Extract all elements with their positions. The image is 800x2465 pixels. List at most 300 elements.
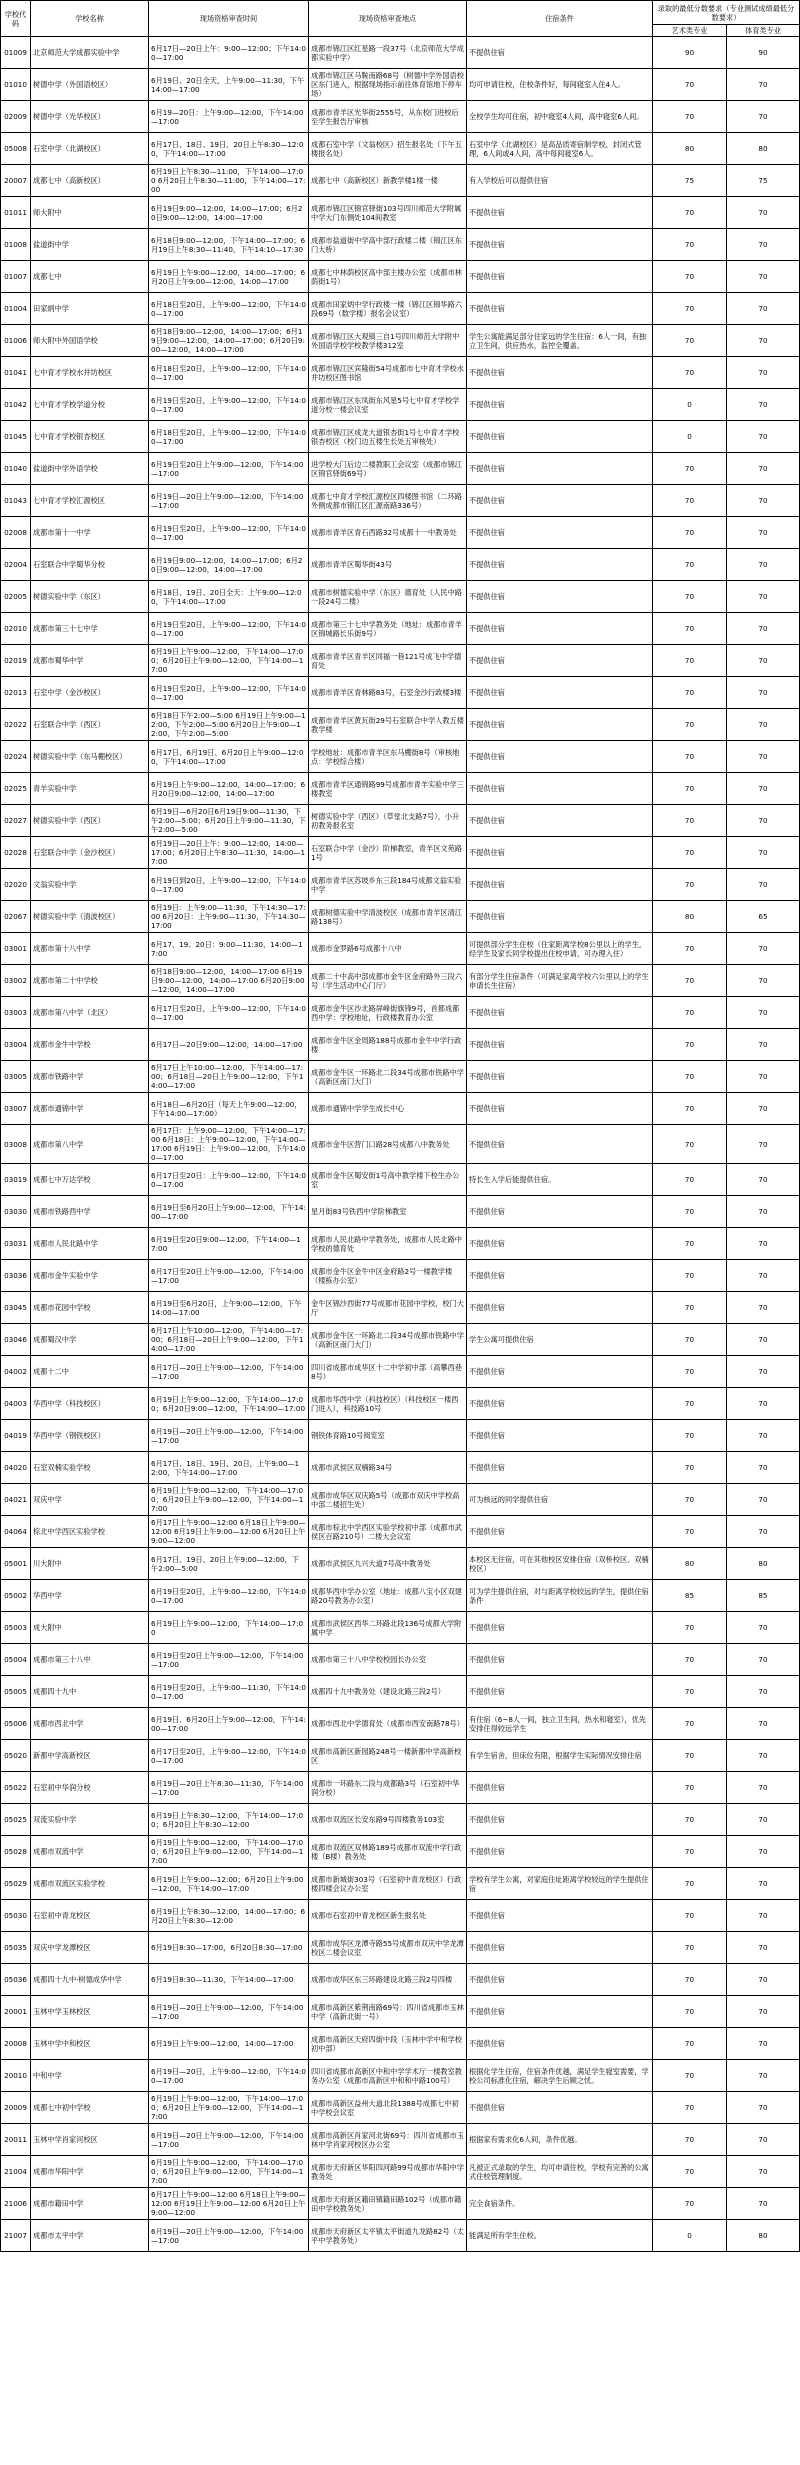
review-place: 成都市青羊区青石西路32号成都十一中教务处	[309, 517, 467, 549]
review-place: 成都市西北中学德育处（成都市西安南路78号）	[309, 1708, 467, 1740]
table-row	[1, 1164, 800, 1196]
school-code: 04020	[1, 1452, 31, 1484]
review-place: 成都市青羊区苏坡乡东三段184号成都文翁实验中学	[309, 869, 467, 901]
sports-score: 70	[727, 1964, 800, 1996]
table-row	[1, 709, 800, 741]
table-row	[1, 1612, 800, 1644]
school-name: 石室联合中学蜀华分校	[31, 549, 149, 581]
school-code: 20008	[1, 2028, 31, 2060]
school-name: 双庆中学	[31, 1484, 149, 1516]
school-name: 成都市花园中学校	[31, 1292, 149, 1324]
art-score: 80	[653, 901, 727, 933]
review-time: 6月19日至6月20日上午9:00—12:00，下午14:00—17:00	[149, 1196, 309, 1228]
review-time: 6月18日下午2:00—5:00 6月19日上午9:00—12:00，下午2:00—5:00 6月20日上午9:00—12:00，下午2:00—5:00	[149, 709, 309, 741]
table-row	[1, 1061, 800, 1093]
art-score: 70	[653, 1388, 727, 1420]
art-score: 70	[653, 869, 727, 901]
review-place: 成都市青羊区通锦路99号成都市青羊实验中学三楼教室	[309, 773, 467, 805]
review-time: 6月19日、20日全天，上午9:00—11:30，下午14:00—17:00	[149, 69, 309, 101]
school-code: 20010	[1, 2060, 31, 2092]
accommodation: 学生公寓能满足部分住家远的学生住宿：6人一间，有独立卫生间，供应热水，监控全覆盖。	[467, 325, 653, 357]
art-score: 70	[653, 1125, 727, 1164]
table-row	[1, 485, 800, 517]
school-name: 成都市第二十中学校	[31, 965, 149, 997]
school-name: 华西中学（钢铁校区）	[31, 1420, 149, 1452]
school-code: 01010	[1, 69, 31, 101]
review-place: 成都市青羊区青羊区同福一巷121号成飞中学德育处	[309, 645, 467, 677]
sports-score: 70	[727, 1420, 800, 1452]
header-review-time: 现场资格审查时间	[149, 1, 309, 37]
school-name: 田家炳中学	[31, 293, 149, 325]
school-name: 成都七中（高新校区）	[31, 165, 149, 197]
accommodation: 根据化学生住宿，住宿条件优越，满足学生寝室需要，学校公司标准化住宿，解决学生后顾之忧。	[467, 2060, 653, 2092]
school-code: 05029	[1, 1868, 31, 1900]
accommodation: 不提供住宿	[467, 293, 653, 325]
review-place: 成都市锦江区锦官驿街103号四川师范大学附属中学大门东侧处104间教室	[309, 197, 467, 229]
review-place: 成都市盐道街中学高中部行政楼二楼（锦江区东门大桥）	[309, 229, 467, 261]
table-row	[1, 261, 800, 293]
school-code: 01007	[1, 261, 31, 293]
review-place: 成都市新城街303号（石室初中青龙校区）行政楼四楼会议办公室	[309, 1868, 467, 1900]
sports-score: 70	[727, 261, 800, 293]
school-name: 七中育才学校汇源校区	[31, 485, 149, 517]
review-time: 6月19日—20日上午9:00—12:00，下午14:00—17:00	[149, 2220, 309, 2252]
sports-score: 70	[727, 1164, 800, 1196]
review-time: 6月19日9:00—12:00，14:00—17:00；6月20日9:00—12:00，14:00—17:00	[149, 549, 309, 581]
table-row	[1, 1388, 800, 1420]
school-name: 盐道街中学外语学校	[31, 453, 149, 485]
review-time: 6月19日—6月20日6月19日9:00—11:30，下午2:00—5:00；6月20日上午9:00—11:30，下午2:00—5:00	[149, 805, 309, 837]
school-code: 01004	[1, 293, 31, 325]
sports-score: 70	[727, 1644, 800, 1676]
review-place: 成都市高新区天府四街中段（玉林中学中和学校初中部）	[309, 2028, 467, 2060]
sports-score: 70	[727, 1740, 800, 1772]
sports-score: 70	[727, 1900, 800, 1932]
accommodation: 可为学生提供住宿，对与距离学校较远的学生，提供住宿条件	[467, 1580, 653, 1612]
art-score: 70	[653, 1900, 727, 1932]
accommodation: 不提供住宿	[467, 485, 653, 517]
school-name: 成都市第十八中学	[31, 933, 149, 965]
sports-score: 70	[727, 1260, 800, 1292]
review-place: 成都市金牛区沙北路屏峰街旗锋9号，首都成都西中学：学校地址，行政楼教育办公室	[309, 997, 467, 1029]
accommodation: 不提供住宿	[467, 1836, 653, 1868]
review-time: 6月17日—20日上午：9:00—12:00；下午14:00—17:00	[149, 37, 309, 69]
accommodation: 不提供住宿	[467, 837, 653, 869]
review-time: 6月17日—20日9:00—12:00，14:00—17:00	[149, 1029, 309, 1061]
review-place: 成都市金罗路6号成都十八中	[309, 933, 467, 965]
accommodation: 不提供住宿	[467, 1516, 653, 1548]
table-row	[1, 997, 800, 1029]
table-row	[1, 613, 800, 645]
review-place: 成都树德实验中学清波校区（成都市青羊区清江路138号）	[309, 901, 467, 933]
sports-score: 70	[727, 69, 800, 101]
sports-score: 70	[727, 2156, 800, 2188]
sports-score: 70	[727, 485, 800, 517]
review-place: 成都石室中学（文翁校区）招生报名处（下午五楼报名处）	[309, 133, 467, 165]
accommodation: 不提供住宿	[467, 1676, 653, 1708]
review-time: 6月19日至20日，上午9:00—12:00，下午14:00—17:00	[149, 1580, 309, 1612]
review-place: 成都市金牛区一环路北二段34号成都市铁路中学（高新区南门大门）	[309, 1061, 467, 1093]
review-place: 成都市一环路东二段与成都路3号（石室初中华润分校）	[309, 1772, 467, 1804]
accommodation: 不提供住宿	[467, 229, 653, 261]
review-place: 成都市青羊区黄瓦街29号石室联合中学人教五楼教学楼	[309, 709, 467, 741]
school-name: 树德实验中学（东马棚校区）	[31, 741, 149, 773]
review-time: 6月19日8:30—11:30，下午14:00—17:00	[149, 1964, 309, 1996]
art-score: 0	[653, 2220, 727, 2252]
review-time: 6月17日至20日，上午9:00—12:00，下午14:00—17:00	[149, 997, 309, 1029]
school-code: 20007	[1, 165, 31, 197]
accommodation: 不提供住宿	[467, 805, 653, 837]
review-time: 6月19—20日：上午9:00—12:00，下午14:00—17:00	[149, 101, 309, 133]
school-name: 树德实验中学（西区）	[31, 805, 149, 837]
school-name: 石室联合中学（金沙校区）	[31, 837, 149, 869]
sports-score: 70	[727, 1356, 800, 1388]
review-time: 6月19日上午8:30—12:00，下午14:00—17:00；6月20日上午8:30—12:00	[149, 1804, 309, 1836]
art-score: 70	[653, 1029, 727, 1061]
accommodation: 不提供住宿	[467, 1644, 653, 1676]
sports-score: 70	[727, 613, 800, 645]
review-place: 进学校大门后边二楼教职工会议室（成都市锦江区锦官驿街69号）	[309, 453, 467, 485]
review-time: 6月19日上午9:00—12:00，下午14:00—17:00；6月20日上午9:00—12:00，下午14:00—17:00	[149, 645, 309, 677]
school-code: 02010	[1, 613, 31, 645]
accommodation: 不提供住宿	[467, 613, 653, 645]
accommodation: 不提供住宿	[467, 1388, 653, 1420]
school-code: 02067	[1, 901, 31, 933]
school-code: 03036	[1, 1260, 31, 1292]
review-time: 6月17日、19日、20日上午9:00—12:00，下午2:00—5:00	[149, 1548, 309, 1580]
art-score: 80	[653, 1548, 727, 1580]
art-score: 70	[653, 1996, 727, 2028]
sports-score: 70	[727, 773, 800, 805]
review-time: 6月19日上午8:30—12:00，14:00—17:00；6月20日上午8:30—12:00	[149, 1900, 309, 1932]
review-time: 6月19日到20日，上午9:00—12:00，下午14:00—17:00	[149, 869, 309, 901]
header-school-name: 学校名称	[31, 1, 149, 37]
school-code: 03019	[1, 1164, 31, 1196]
accommodation: 有学生宿舍，但床位有限，根据学生实际情况安排住宿	[467, 1740, 653, 1772]
review-place: 成都七中育才学校汇源校区四楼图书馆（二环路外侧成都市锦江区汇源南路336号）	[309, 485, 467, 517]
accommodation: 有入学校后可以提供住宿	[467, 165, 653, 197]
art-score: 70	[653, 805, 727, 837]
school-name: 石室双楠实验学校	[31, 1452, 149, 1484]
art-score: 70	[653, 581, 727, 613]
school-name: 成都市金牛中学校	[31, 1029, 149, 1061]
school-name: 成都市双流区实验学校	[31, 1868, 149, 1900]
school-name: 成都市太平中学	[31, 2220, 149, 2252]
sports-score: 70	[727, 645, 800, 677]
review-time: 6月17日上午10:00—12:00，下午14:00—17:00；6月18日—20日上午9:00—12:00，下午14:00—17:00	[149, 1061, 309, 1093]
sports-score: 70	[727, 1061, 800, 1093]
table-row	[1, 1772, 800, 1804]
sports-score: 70	[727, 229, 800, 261]
accommodation: 不提供住宿	[467, 37, 653, 69]
school-name: 成都市华阳中学	[31, 2156, 149, 2188]
accommodation: 不提供住宿	[467, 869, 653, 901]
table-row	[1, 101, 800, 133]
review-place: 星月街83号铁西中学阶梯教室	[309, 1196, 467, 1228]
art-score: 70	[653, 1612, 727, 1644]
sports-score: 70	[727, 293, 800, 325]
school-code: 03004	[1, 1029, 31, 1061]
review-place: 成都华西中学办公室（地址：成都八宝小区双建路20号教务办公室）	[309, 1580, 467, 1612]
review-place: 成都市天府新区太平镇太平街道九龙路82号（太平中学教务处）	[309, 2220, 467, 2252]
school-name: 成都七中万达学校	[31, 1164, 149, 1196]
accommodation: 不提供住宿	[467, 773, 653, 805]
school-name: 树德实验中学（东区）	[31, 581, 149, 613]
table-row	[1, 1324, 800, 1356]
table-row	[1, 1548, 800, 1580]
accommodation: 不提供住宿	[467, 2028, 653, 2060]
table-row	[1, 1292, 800, 1324]
school-code: 03005	[1, 1061, 31, 1093]
header-art: 艺术类专业	[653, 25, 727, 37]
school-code: 03031	[1, 1228, 31, 1260]
school-code: 01008	[1, 229, 31, 261]
school-code: 05005	[1, 1676, 31, 1708]
school-name: 成都市蜀华中学	[31, 645, 149, 677]
sports-score: 70	[727, 965, 800, 997]
sports-score: 70	[727, 2188, 800, 2220]
accommodation: 不提供住宿	[467, 1612, 653, 1644]
review-time: 6月17日上午10:00—12:00，下午14:00—17:00；6月18日—20日上午9:00—12:00，下午14:00—17:00	[149, 1324, 309, 1356]
table-row	[1, 1356, 800, 1388]
school-name: 青羊实验中学	[31, 773, 149, 805]
school-name: 师大附中	[31, 197, 149, 229]
review-place: 成都市金牛区蜀安街1号高中教学楼下校生办公室	[309, 1164, 467, 1196]
review-place: 石室联合中学（金沙）阶梯教室，青羊区文苑路1号	[309, 837, 467, 869]
accommodation: 全校学生均可住宿，初中寝室4人间，高中寝室6人间。	[467, 101, 653, 133]
review-time: 6月19日至20日，上午9:00—12:00，下午14:00—17:00	[149, 389, 309, 421]
accommodation: 不提供住宿	[467, 1125, 653, 1164]
table-row	[1, 1676, 800, 1708]
school-name: 成都市第十一中学	[31, 517, 149, 549]
table-row	[1, 549, 800, 581]
table-row	[1, 933, 800, 965]
review-time: 6月19日—20日上午9:00—12:00，下午14:00—17:00	[149, 1996, 309, 2028]
table-row	[1, 2060, 800, 2092]
art-score: 70	[653, 549, 727, 581]
art-score: 70	[653, 229, 727, 261]
art-score: 70	[653, 1932, 727, 1964]
review-time: 6月19日至20日9:00—12:00，下午14:00—17:00	[149, 1228, 309, 1260]
sports-score: 85	[727, 1580, 800, 1612]
accommodation: 不提供住宿	[467, 1292, 653, 1324]
school-name: 七中育才学校银杏校区	[31, 421, 149, 453]
art-score: 70	[653, 1772, 727, 1804]
review-place: 成都市高新区益州大道北段1388号成都七中初中学校会议室	[309, 2092, 467, 2124]
review-place: 成都市金牛区一环路北二段34号成都市铁路中学（高新区南门大门）	[309, 1324, 467, 1356]
school-code: 05002	[1, 1580, 31, 1612]
sports-score: 70	[727, 325, 800, 357]
review-place: 成都市锦江区东凤街东风星5号七中育才学校学道分校一楼会议室	[309, 389, 467, 421]
art-score: 70	[653, 1708, 727, 1740]
art-score: 70	[653, 645, 727, 677]
review-place: 成都市锦江区大观镇三自1号四川师范大学附中外国语学校学校教学楼312室	[309, 325, 467, 357]
review-place: 成都市金牛区营门口路28号成都八中教务处	[309, 1125, 467, 1164]
accommodation: 不提供住宿	[467, 517, 653, 549]
review-place: 钢铁体育路10号阅览室	[309, 1420, 467, 1452]
school-name: 成都十二中	[31, 1356, 149, 1388]
review-time: 6月17日上午9:00—12:00 6月18日上午9:00—12:00 6月19日上午9:00—12:00 6月20日上午9:00—12:00	[149, 2188, 309, 2220]
school-name: 成都市铁路中学	[31, 1061, 149, 1093]
sports-score: 70	[727, 677, 800, 709]
art-score: 70	[653, 2092, 727, 2124]
school-code: 01041	[1, 357, 31, 389]
table-row	[1, 1708, 800, 1740]
accommodation: 不提供住宿	[467, 549, 653, 581]
table-row	[1, 869, 800, 901]
art-score: 70	[653, 517, 727, 549]
review-time: 6月19日—20日上午9:00—12:00，下午14:00—17:00	[149, 485, 309, 517]
school-name: 成都市双流中学	[31, 1836, 149, 1868]
accommodation: 不提供住宿	[467, 1996, 653, 2028]
table-row	[1, 389, 800, 421]
table-row	[1, 805, 800, 837]
review-time: 6月19日上午8:30—11:00，下午14:00—17:00 6月20日上午8:30—11:00，下午14:00—17:00	[149, 165, 309, 197]
review-time: 6月19日至20日，上午9:00—11:30，下午14:00—17:00	[149, 1676, 309, 1708]
school-name: 树德中学（光华校区）	[31, 101, 149, 133]
accommodation: 不提供住宿	[467, 901, 653, 933]
accommodation: 不提供住宿	[467, 1772, 653, 1804]
school-code: 05035	[1, 1932, 31, 1964]
school-code: 03046	[1, 1324, 31, 1356]
review-place: 成都市第三十八中学校校园长办公室	[309, 1644, 467, 1676]
sports-score: 90	[727, 37, 800, 69]
school-name: 双庆中学龙潭校区	[31, 1932, 149, 1964]
accommodation: 不提供住宿	[467, 677, 653, 709]
table-row	[1, 1452, 800, 1484]
accommodation: 不提供住宿	[467, 357, 653, 389]
table-row	[1, 421, 800, 453]
school-name: 成都市人民北路中学	[31, 1228, 149, 1260]
accommodation: 不提供住宿	[467, 1932, 653, 1964]
art-score: 70	[653, 485, 727, 517]
sports-score: 70	[727, 1772, 800, 1804]
table-row	[1, 1836, 800, 1868]
review-place: 成都市石室初中青龙校区新生报名处	[309, 1900, 467, 1932]
accommodation: 不提供住宿	[467, 453, 653, 485]
review-time: 6月17日—20日上午9:00—12:00，下午14:00—17:00	[149, 1356, 309, 1388]
table-row	[1, 741, 800, 773]
table-row	[1, 165, 800, 197]
art-score: 70	[653, 709, 727, 741]
sports-score: 70	[727, 709, 800, 741]
review-time: 6月17日至20日，上午9:00—12:00，下午14:00—17:00	[149, 1740, 309, 1772]
review-time: 6月18日至20日，上午9:00—12:00，下午14:00—17:00	[149, 293, 309, 325]
art-score: 70	[653, 1676, 727, 1708]
school-name: 成都市籍田中学	[31, 2188, 149, 2220]
sports-score: 70	[727, 2060, 800, 2092]
art-score: 70	[653, 69, 727, 101]
school-name: 树德实验中学（清波校区）	[31, 901, 149, 933]
review-time: 6月19日至20日，上午9:00—12:00，下午14:00—17:00	[149, 517, 309, 549]
sports-score: 70	[727, 1868, 800, 1900]
accommodation: 不提供住宿	[467, 1196, 653, 1228]
school-name: 新都中学高新校区	[31, 1740, 149, 1772]
accommodation: 有住宿（6~8人一间，独立卫生间，热水和寝室），优先安排住得较远学生	[467, 1708, 653, 1740]
school-code: 02004	[1, 549, 31, 581]
table-row	[1, 645, 800, 677]
accommodation: 不提供住宿	[467, 709, 653, 741]
art-score: 70	[653, 197, 727, 229]
art-score: 70	[653, 1164, 727, 1196]
art-score: 70	[653, 965, 727, 997]
art-score: 70	[653, 773, 727, 805]
school-code: 04021	[1, 1484, 31, 1516]
review-time: 6月18日、19日、20日全天：上午9:00—12:00，下午14:00—17:00	[149, 581, 309, 613]
accommodation: 不提供住宿	[467, 741, 653, 773]
school-code: 03003	[1, 997, 31, 1029]
review-time: 6月19日—20日，上午9:00—12:00，下午14:00—17:00	[149, 2060, 309, 2092]
review-place: 成都市青羊区青林路83号，石室金沙行政楼3楼	[309, 677, 467, 709]
art-score: 70	[653, 1196, 727, 1228]
school-name: 成都四十九中·树德成华中学	[31, 1964, 149, 1996]
sports-score: 70	[727, 741, 800, 773]
review-time: 6月18日9:00—12:00，下午14:00—17:00；6月19日上午8:30—11:40，下午14:10—17:30	[149, 229, 309, 261]
review-time: 6月19日上午9:00—12:00，14:00—17:00	[149, 2028, 309, 2060]
art-score: 0	[653, 421, 727, 453]
school-code: 02028	[1, 837, 31, 869]
art-score: 70	[653, 1061, 727, 1093]
art-score: 70	[653, 677, 727, 709]
sports-score: 80	[727, 1548, 800, 1580]
art-score: 70	[653, 2188, 727, 2220]
art-score: 70	[653, 2156, 727, 2188]
sports-score: 70	[727, 1029, 800, 1061]
art-score: 70	[653, 613, 727, 645]
sports-score: 70	[727, 933, 800, 965]
table-row	[1, 325, 800, 357]
table-row	[1, 1260, 800, 1292]
sports-score: 70	[727, 1388, 800, 1420]
school-code: 02027	[1, 805, 31, 837]
review-time: 6月19日至20日，上午9:00—12:00，下午14:00—17:00	[149, 677, 309, 709]
school-code: 01045	[1, 421, 31, 453]
review-place: 成都市人民北路中学教务处，成都市人民北路中学校的德育处	[309, 1228, 467, 1260]
art-score: 70	[653, 2124, 727, 2156]
review-time: 6月18日9:00—12:00，14:00—17:00；6月19日9:00—12:00，14:00—17:00；6月20日9:00—12:00，14:00—17:00	[149, 325, 309, 357]
table-row	[1, 1932, 800, 1964]
header-score-requirement: 录取的最低分数要求（专业测试成绩最低分数要求）	[653, 1, 800, 25]
review-place: 成都市田家炳中学行政楼一楼（锦江区锦华路六段69号（数学楼）报名会议室）	[309, 293, 467, 325]
school-name: 成都市第三十七中学	[31, 613, 149, 645]
table-row	[1, 1196, 800, 1228]
accommodation: 不提供住宿	[467, 645, 653, 677]
table-row	[1, 2156, 800, 2188]
sports-score: 70	[727, 1484, 800, 1516]
school-name: 成大附中	[31, 1612, 149, 1644]
school-code: 20001	[1, 1996, 31, 2028]
review-time: 6月19日—20日上午8:30—11:30，下午14:00—17:00	[149, 1772, 309, 1804]
review-time: 6月18日至20日，上午9:00—12:00，下午14:00—17:00	[149, 421, 309, 453]
review-time: 6月19日至20日，上午9:00—12:00，下午14:00—17:00	[149, 613, 309, 645]
sports-score: 70	[727, 517, 800, 549]
sports-score: 70	[727, 1612, 800, 1644]
school-code: 20011	[1, 2124, 31, 2156]
review-place: 成都市双流区双林路189号成都市双流中学行政楼（B楼）教务处	[309, 1836, 467, 1868]
accommodation: 不提供住宿	[467, 2092, 653, 2124]
school-name: 成都蜀汉中学	[31, 1324, 149, 1356]
review-place: 成都市武侯区九兴大道7号高中教务处	[309, 1548, 467, 1580]
review-time: 6月17日、18日、19日、20日，上午9:00—12:00，下午14:00—17:00	[149, 1452, 309, 1484]
art-score: 70	[653, 1740, 727, 1772]
school-name: 成都市金牛实验中学	[31, 1260, 149, 1292]
accommodation: 不提供住宿	[467, 389, 653, 421]
review-place: 成都七中林荫校区高中部主楼办公室（成都市林荫街1号）	[309, 261, 467, 293]
review-place: 成都市武侯区西华二环路北段136号成都大学附属中学	[309, 1612, 467, 1644]
table-row	[1, 837, 800, 869]
school-code: 05020	[1, 1740, 31, 1772]
review-time: 6月19日至6月20日，上午9:00—12:00，下午14:00—17:00	[149, 1292, 309, 1324]
